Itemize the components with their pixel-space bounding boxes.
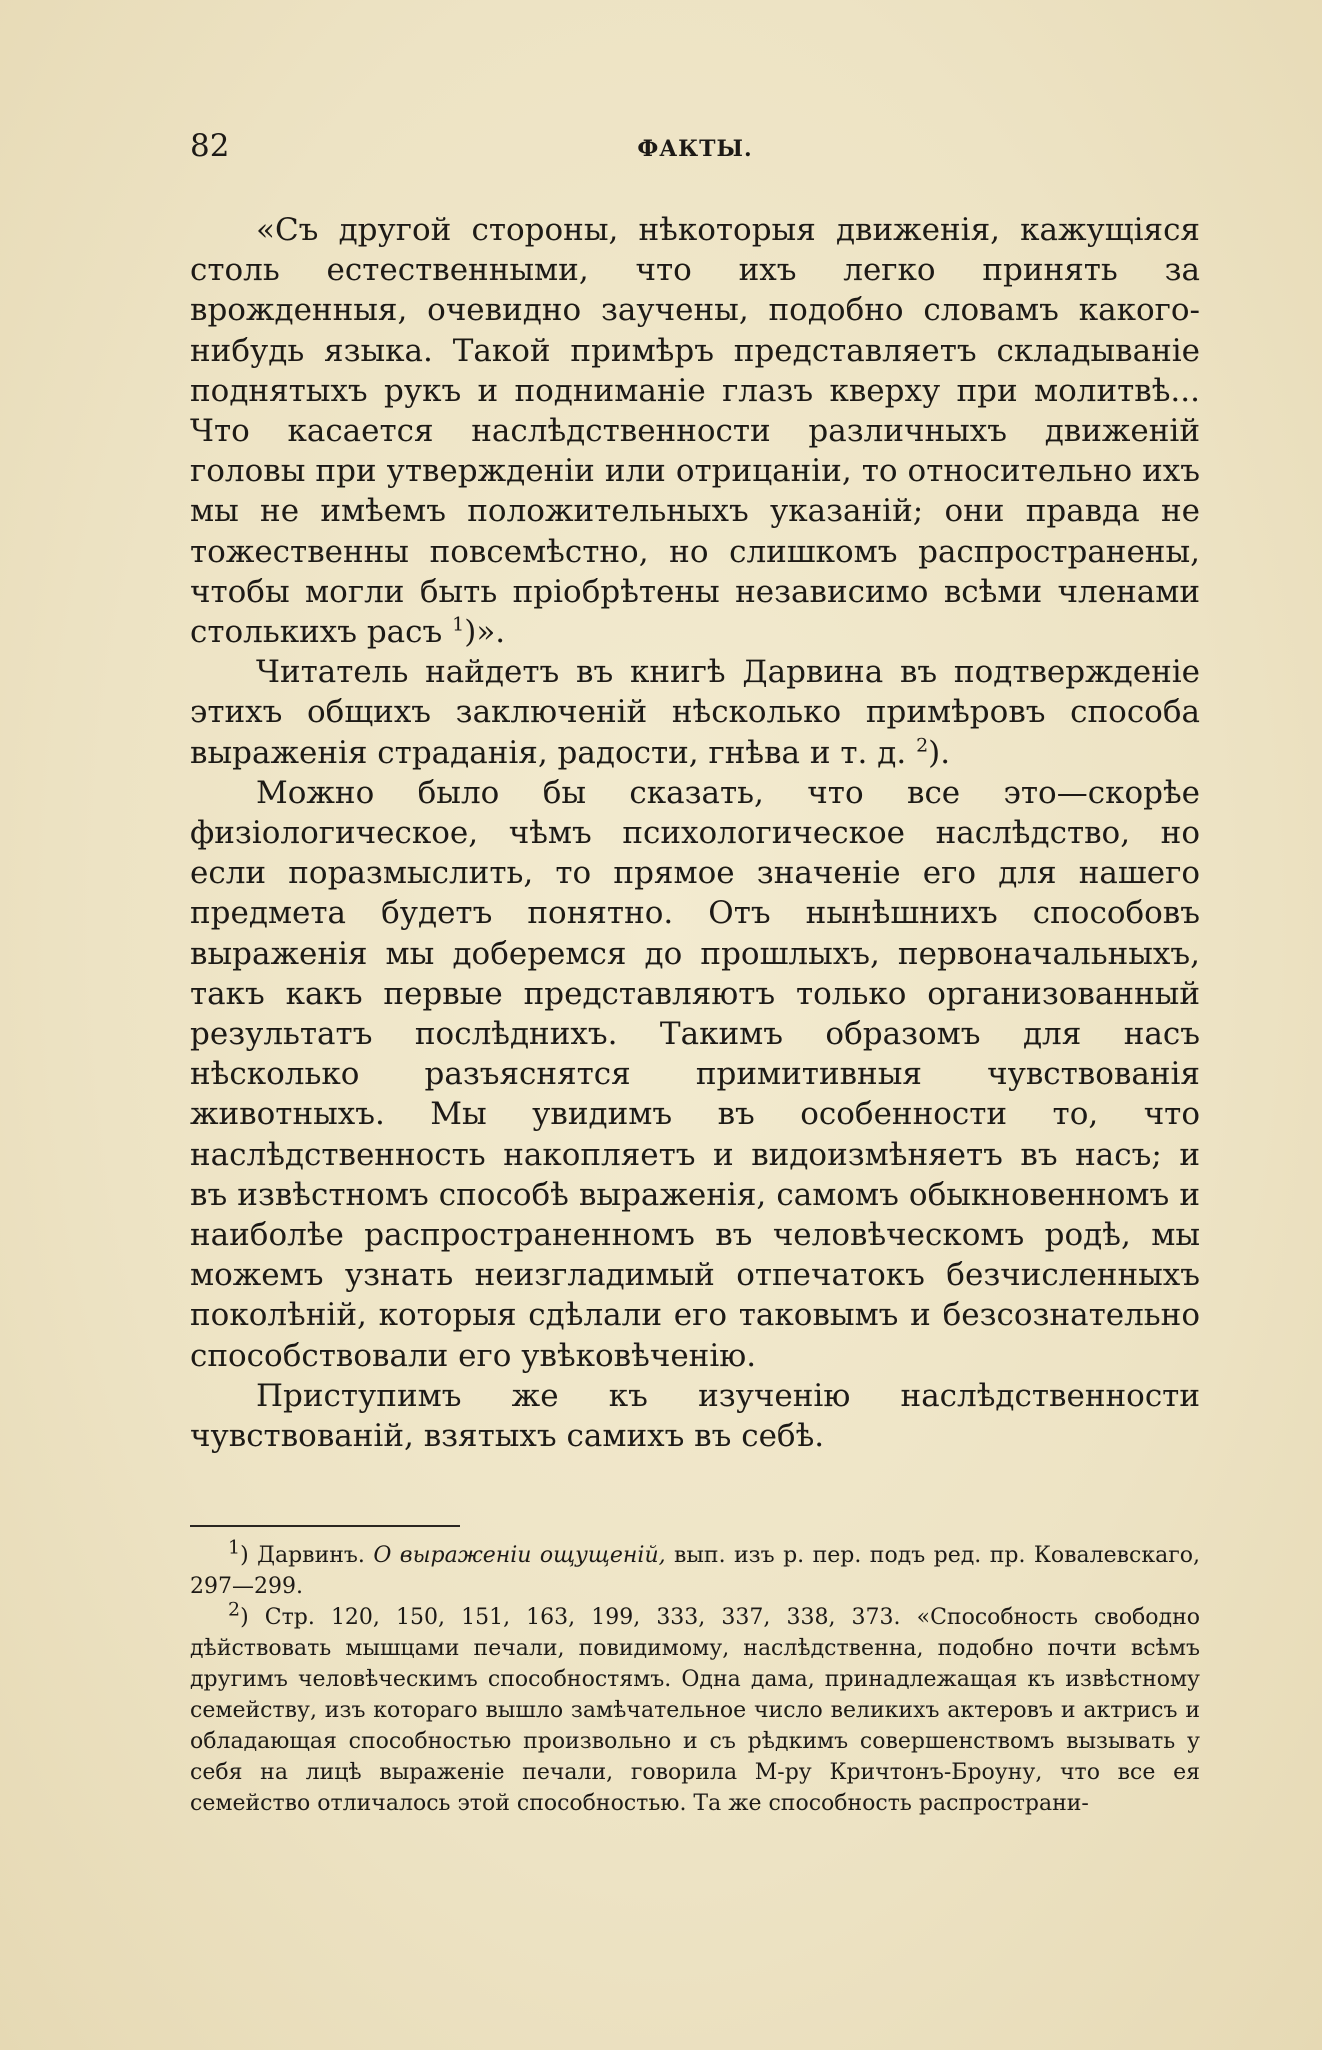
paragraph-tail: )». <box>464 614 506 651</box>
page-header <box>190 128 1200 178</box>
footnote-mark: 1 <box>228 1536 241 1559</box>
paragraph-text: «Съ другой стороны, нѣкоторыя движенія, кажущіяся столь естественными, что ихъ легко принять за врожденныя, очевидно заучены, подобно словамъ какого-нибудь языка. Такой примѣръ представляетъ складываніе поднятыхъ рукъ и подниманіе глазъ кверху при молитвѣ... Что касается наслѣдственности различныхъ движеній головы при утвержденіи или отрицаніи, то относительно ихъ мы не имѣемъ положительныхъ указаній; они правда не тожественны повсемѣстно, но слишкомъ распространены, чтобы могли быть пріобрѣтены независимо всѣми членами столькихъ расъ <box>190 212 1200 651</box>
footnote-lead: ) Дарвинъ. <box>240 1543 374 1568</box>
paragraph-1 <box>190 210 1200 652</box>
paragraph-tail: ). <box>928 734 951 771</box>
running-head: ФАКТЫ. <box>637 136 753 162</box>
page-number: 82 <box>190 128 230 164</box>
main-text <box>190 210 1200 1456</box>
paragraph-text: Читатель найдетъ въ книгѣ Дарвина въ подтвержденіе этихъ общихъ заключеній нѣсколько примѣровъ способа выраженія страданія, радости, гнѣва и т. д. <box>190 654 1200 771</box>
paragraph-3 <box>190 773 1200 1376</box>
footnote-ref: 2 <box>916 734 929 757</box>
footnote-1 <box>190 1536 1200 1602</box>
footnote-rest: «Способность свободно дѣйствовать мышцами печали, повидимому, наслѣдственна, подобно почти всѣмъ другимъ человѣческимъ способностямъ. Одна дама, принадлежащая къ извѣстному семейству, изъ котораго вышло замѣчательное число великихъ актеровъ и актрисъ и обладающая способностью произвольно и съ рѣдкимъ совершенствомъ вызывать у себя на лицѣ выраженіе печали, говорила М-ру Кричтонъ-Броуну, что все ея семейство отличалось этой способностью. Та же способность распространи- <box>190 1605 1201 1816</box>
footnote-lead: ) Стр. 120, 150, 151, 163, 199, 333, 337, 338, 373. <box>240 1605 917 1630</box>
footnote-rest: вып. изъ р. пер. подъ ред. пр. Ковалевскаго, 297—299. <box>190 1543 1200 1599</box>
footnote-separator <box>190 1525 460 1527</box>
footnote-title: О выраженіи ощущеній, <box>373 1543 666 1568</box>
footnotes <box>190 1536 1201 1819</box>
footnote-ref: 1 <box>452 613 465 636</box>
footnote-mark: 2 <box>228 1598 241 1621</box>
paragraph-4 <box>190 1376 1200 1456</box>
paragraph-text: Можно было бы сказать, что все это—скорѣе физіологическое, чѣмъ психологическое наслѣдство, но если поразмыслить, то прямое значеніе его для нашего предмета будетъ понятно. Отъ нынѣшнихъ способовъ выраженія мы доберемся до прошлыхъ, первоначальныхъ, такъ какъ первые представляютъ только организованный результатъ послѣднихъ. Такимъ образомъ для насъ нѣсколько разъяснятся примитивныя чувствованія животныхъ. Мы увидимъ въ особенности то, что наслѣдственность накопляетъ и видоизмѣняетъ въ насъ; и въ извѣстномъ способѣ выраженія, самомъ обыкновенномъ и наиболѣе распространенномъ въ человѣческомъ родѣ, мы можемъ узнать неизгладимый отпечатокъ безчисленныхъ поколѣній, которыя сдѣлали его таковымъ и безсознательно способствовали его увѣковѣченію. <box>190 774 1200 1374</box>
paragraph-2 <box>190 652 1200 773</box>
footnote-2 <box>190 1598 1201 1819</box>
paragraph-text: Приступимъ же къ изученію наслѣдственности чувствованій, взятыхъ самихъ въ себѣ. <box>190 1377 1200 1455</box>
